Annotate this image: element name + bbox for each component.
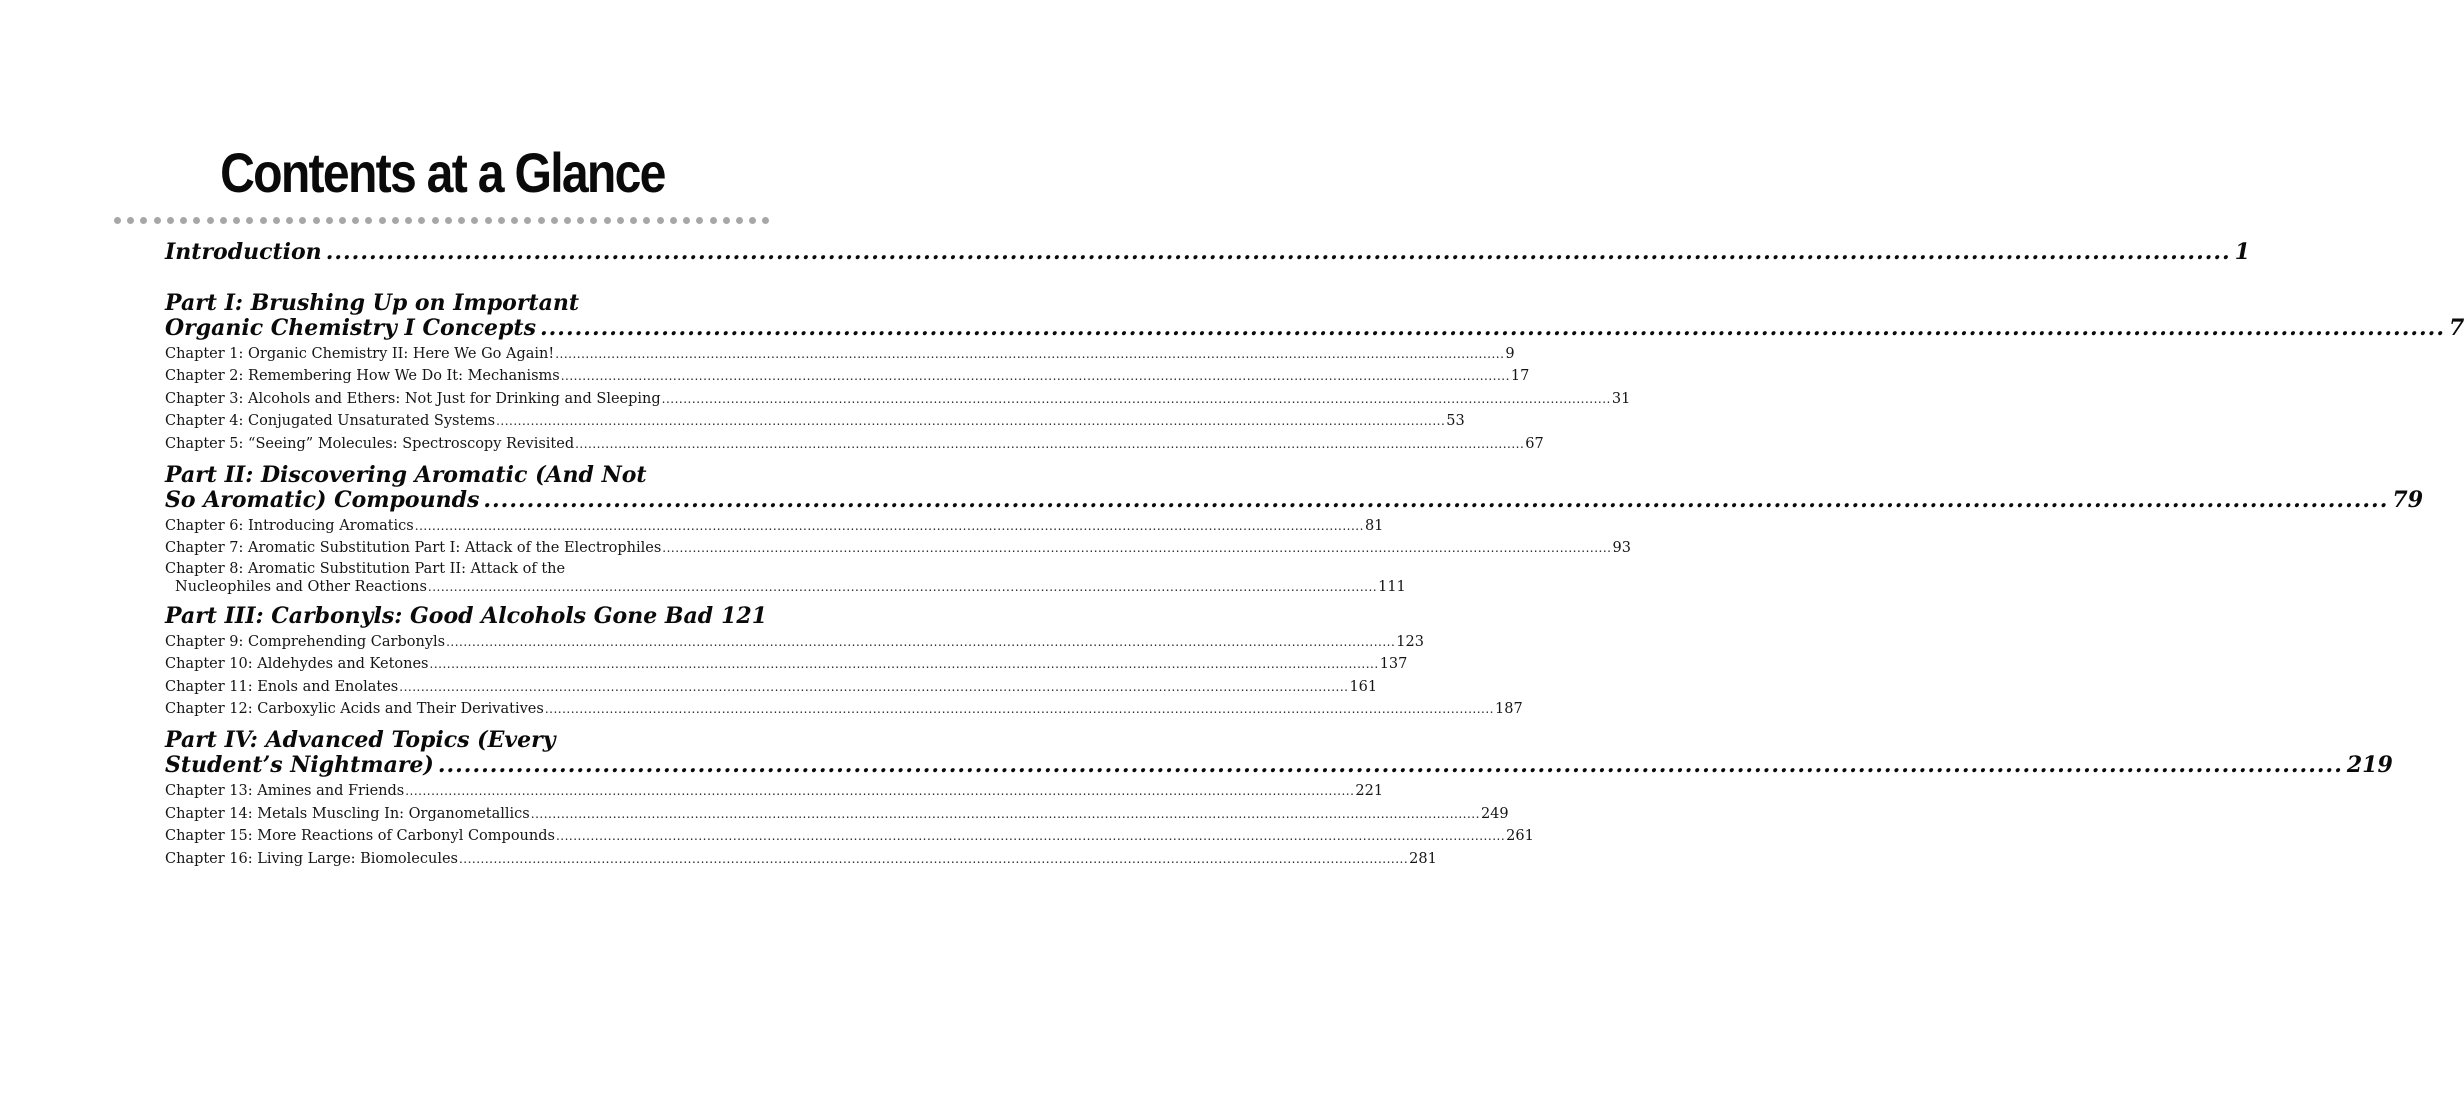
part-page: 79 (2392, 487, 2424, 514)
chapter-page: 249 (1480, 805, 1509, 822)
part-title-line2: Student’s Nightmare) (165, 752, 434, 779)
dotted-divider (114, 215, 770, 225)
chapter-page: 31 (1611, 390, 1631, 407)
divider-dot (749, 217, 756, 224)
divider-dot (392, 217, 399, 224)
chapter-title: Chapter 14: Metals Muscling In: Organometallics (165, 805, 530, 822)
part-page: 7 (2449, 315, 2464, 341)
part-heading[interactable] (165, 462, 2424, 514)
chapter-title: Chapter 15: More Reactions of Carbonyl Compounds (165, 828, 555, 845)
introduction-label: Introduction (165, 239, 322, 265)
chapter-entry[interactable] (165, 343, 1515, 365)
divider-dot (286, 217, 293, 224)
divider-dot (604, 217, 611, 224)
part-title-line1: Part IV: Advanced Topics (Every (165, 727, 556, 754)
chapter-entry[interactable] (165, 388, 1631, 410)
dot-leader: ............................................................................................................................................................................................................................ (405, 784, 1355, 799)
chapter-page: 111 (1378, 578, 1406, 595)
part-title: Part III: Carbonyls: Good Alcohols Gone Bad (165, 602, 714, 629)
chapter-page: 17 (1510, 368, 1530, 385)
chapter-page: 161 (1349, 678, 1378, 695)
dot-leader: ............................................................................................................................................................................................................................ (325, 239, 2231, 265)
divider-dot (577, 217, 584, 224)
divider-dot (140, 217, 147, 224)
chapter-entry[interactable] (165, 803, 1509, 825)
divider-dot (352, 217, 359, 224)
page-title: Contents at a Glance (220, 141, 665, 204)
chapter-page: 81 (1364, 518, 1384, 535)
divider-dot (445, 217, 452, 224)
dot-leader: ............................................................................................................................................................................................................................ (555, 347, 1505, 361)
part-title-line2: Organic Chemistry I Concepts (165, 315, 536, 341)
table-of-contents (165, 239, 2464, 870)
chapter-entry[interactable] (165, 825, 1534, 847)
toc-introduction[interactable] (165, 239, 2251, 265)
divider-dot (471, 217, 478, 224)
chapter-title: Chapter 3: Alcohols and Ethers: Not Just for Drinking and Sleeping (165, 390, 661, 407)
divider-dot (432, 217, 439, 224)
divider-dot (207, 217, 214, 224)
introduction-page: 1 (2234, 239, 2251, 265)
chapter-title: Chapter 16: Living Large: Biomolecules (165, 850, 458, 867)
divider-dot (590, 217, 597, 224)
chapter-page: 123 (1396, 633, 1424, 650)
divider-dot (723, 217, 730, 224)
divider-dot (233, 217, 240, 224)
divider-dot (485, 217, 492, 224)
chapter-entry[interactable] (165, 780, 1384, 802)
chapter-title: Chapter 8: Aromatic Substitution Part II: Attack of the (165, 560, 566, 577)
dot-leader: ............................................................................................................................................................................................................................ (427, 579, 1378, 594)
divider-dot (418, 217, 425, 224)
divider-dot (696, 217, 703, 224)
divider-dot (365, 217, 372, 224)
divider-dot (551, 217, 558, 224)
chapter-page: 67 (1525, 435, 1544, 452)
toc-part-2 (165, 462, 2424, 596)
chapter-page: 187 (1495, 701, 1523, 718)
divider-dot (617, 217, 624, 224)
divider-dot (339, 217, 346, 224)
dot-leader: ............................................................................................................................................................................................................................ (458, 851, 1409, 866)
chapter-page: 93 (1612, 540, 1631, 557)
divider-dot (458, 217, 465, 224)
chapter-title: Chapter 7: Aromatic Substitution Part I: Attack of the Electrophiles (165, 540, 662, 557)
divider-dot (670, 217, 677, 224)
part-title-line2: So Aromatic) Compounds (165, 487, 480, 514)
chapter-title: Chapter 9: Comprehending Carbonyls (165, 633, 446, 650)
divider-dot (180, 217, 187, 224)
part-page: 219 (2346, 752, 2393, 779)
part-page: 121 (721, 602, 768, 629)
dot-leader: ............................................................................................................................................................................................................................ (560, 369, 1510, 384)
part-heading[interactable] (165, 602, 768, 629)
divider-dot (736, 217, 743, 224)
chapter-entry[interactable] (165, 848, 1437, 870)
divider-dot (643, 217, 650, 224)
divider-dot (564, 217, 571, 224)
divider-dot (538, 217, 545, 224)
dot-leader: ............................................................................................................................................................................................................................ (496, 414, 1446, 429)
divider-dot (114, 217, 121, 224)
chapter-entry[interactable] (165, 515, 1384, 537)
chapter-page: 261 (1506, 828, 1534, 845)
divider-dot (193, 217, 200, 224)
divider-dot (326, 217, 333, 224)
divider-dot (127, 217, 134, 224)
part-title-line1: Part II: Discovering Aromatic (And Not (165, 462, 647, 489)
chapter-entry[interactable] (165, 560, 1406, 596)
chapter-title: Chapter 11: Enols and Enolates (165, 678, 399, 695)
divider-dot (299, 217, 306, 224)
chapter-title: Chapter 1: Organic Chemistry II: Here We Go Again! (165, 346, 555, 362)
chapter-title: Chapter 4: Conjugated Unsaturated Systems (165, 413, 496, 430)
divider-dot (657, 217, 664, 224)
divider-dot (379, 217, 386, 224)
chapter-entry[interactable] (165, 433, 1544, 455)
dot-leader: ............................................................................................................................................................................................................................ (555, 829, 1506, 844)
dot-leader: ............................................................................................................................................................................................................................ (544, 702, 1494, 717)
toc-part-1 (165, 290, 2464, 455)
chapter-entry[interactable] (165, 537, 1631, 559)
part-heading[interactable] (165, 290, 2464, 341)
dot-leader: ............................................................................................................................................................................................................................ (662, 541, 1612, 556)
divider-dot (630, 217, 637, 224)
toc-part-3 (165, 602, 1523, 721)
chapter-title-continued: Nucleophiles and Other Reactions (175, 578, 427, 595)
divider-dot (273, 217, 280, 224)
divider-dot (246, 217, 253, 224)
chapter-title: Chapter 10: Aldehydes and Ketones (165, 656, 429, 673)
chapter-entry[interactable] (165, 653, 1408, 675)
chapter-title: Chapter 13: Amines and Friends (165, 783, 405, 800)
chapter-page: 9 (1505, 346, 1515, 362)
dot-leader: ............................................................................................................................................................................................................................ (414, 519, 1364, 534)
dot-leader: ............................................................................................................................................................................................................................ (539, 315, 2446, 341)
chapter-title: Chapter 5: “Seeing” Molecules: Spectroscopy Revisited (165, 435, 575, 452)
chapter-page: 221 (1355, 783, 1384, 800)
chapter-entry[interactable] (165, 631, 1424, 653)
divider-dot (313, 217, 320, 224)
chapter-entry[interactable] (165, 676, 1378, 698)
dot-leader: ............................................................................................................................................................................................................................ (446, 634, 1396, 649)
divider-dot (524, 217, 531, 224)
dot-leader: ............................................................................................................................................................................................................................ (575, 436, 1525, 451)
divider-dot (511, 217, 518, 224)
part-heading[interactable] (165, 727, 2393, 779)
divider-dot (167, 217, 174, 224)
dot-leader: ............................................................................................................................................................................................................................ (429, 657, 1379, 672)
divider-dot (260, 217, 267, 224)
chapter-title: Chapter 2: Remembering How We Do It: Mechanisms (165, 368, 560, 385)
toc-part-4 (165, 727, 2393, 870)
chapter-title: Chapter 12: Carboxylic Acids and Their Derivatives (165, 701, 544, 718)
dot-leader: ............................................................................................................................................................................................................................ (437, 752, 2343, 779)
divider-dot (683, 217, 690, 224)
divider-dot (762, 217, 769, 224)
chapter-page: 137 (1379, 656, 1408, 673)
chapter-entry[interactable] (165, 365, 1530, 387)
chapter-entry[interactable] (165, 698, 1523, 720)
divider-dot (405, 217, 412, 224)
chapter-title: Chapter 6: Introducing Aromatics (165, 518, 414, 535)
dot-leader: ............................................................................................................................................................................................................................ (661, 391, 1611, 406)
chapter-page: 281 (1409, 850, 1437, 867)
dot-leader: ............................................................................................................................................................................................................................ (530, 806, 1480, 821)
chapter-entry[interactable] (165, 410, 1465, 432)
part-title-line1: Part I: Brushing Up on Important (165, 290, 579, 316)
divider-dot (154, 217, 161, 224)
dot-leader: ............................................................................................................................................................................................................................ (483, 487, 2389, 514)
divider-dot (498, 217, 505, 224)
divider-dot (710, 217, 717, 224)
chapter-page: 53 (1446, 413, 1465, 430)
divider-dot (220, 217, 227, 224)
dot-leader: ............................................................................................................................................................................................................................ (399, 679, 1349, 694)
